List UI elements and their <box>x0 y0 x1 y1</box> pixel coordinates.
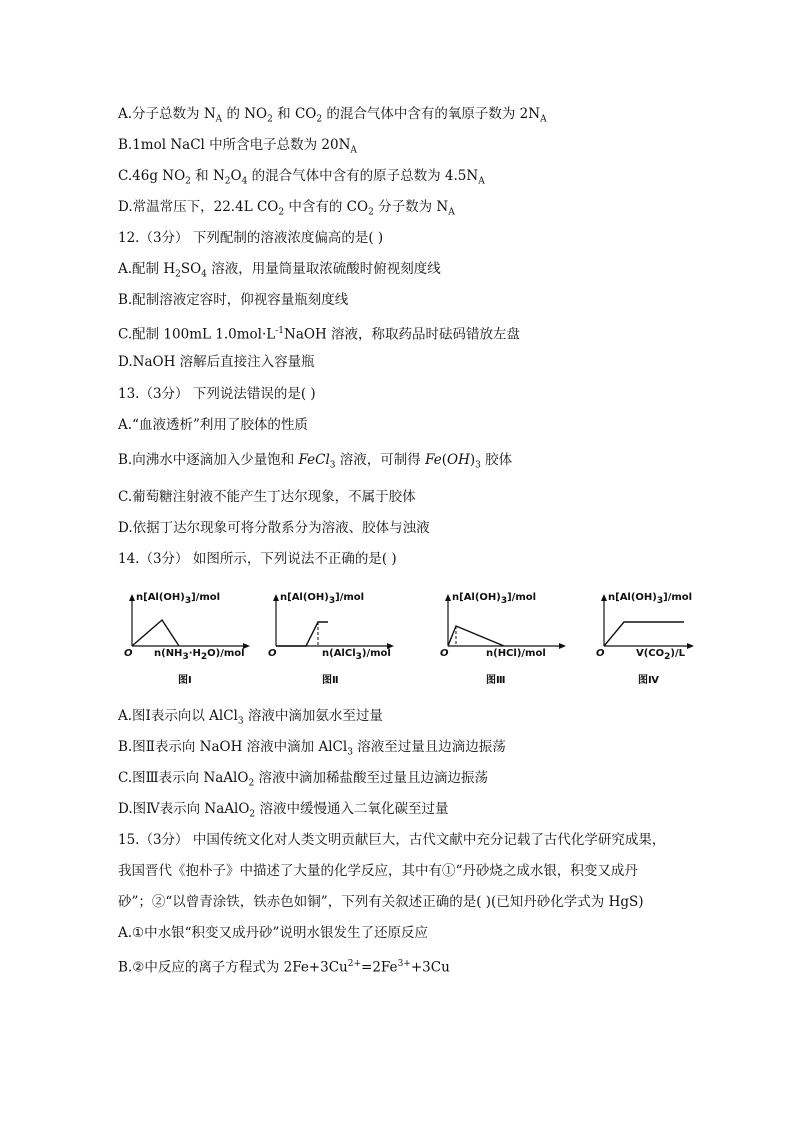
graph-2-caption: 图Ⅱ <box>322 675 339 686</box>
graph-4-ylabel: $n[Al(OH)_3]$/mol <box>608 592 693 606</box>
q14-option-b: B.图Ⅱ表示向 NaOH 溶液中滴加 AlCl$_3$ 溶液至过量且边滴边振荡 <box>118 739 506 758</box>
q11-option-b: B.1mol NaCl 中所含电子总数为 $20N_A$ <box>118 137 357 156</box>
graph-4-curve <box>604 622 684 646</box>
graph-1-origin: O <box>124 648 133 659</box>
q14-option-d: D.图Ⅳ表示向 NaAlO$_2$ 溶液中缓慢通入二氧化碳至过量 <box>118 801 449 820</box>
graph-2-curve <box>276 622 328 646</box>
q15-option-b: B.②中反应的离子方程式为 $2Fe+3Cu^{2+}=2Fe^{3+}+3Cu$ <box>118 959 450 976</box>
q15-stem-line-2: 我国晋代《抱朴子》中描述了大量的化学反应，其中有①“丹砂烧之成水银，积变又成丹 <box>118 863 638 879</box>
graph-1-y-arrow <box>129 594 135 601</box>
graph-1-caption: 图Ⅰ <box>178 675 192 686</box>
graph-2-ylabel: $n[Al(OH)_3]$/mol <box>280 592 365 606</box>
q11-option-d: D.常温常压下，22.4L $CO_2$ 中含有的 $CO_2$ 分子数为 $N_A$ <box>118 199 455 218</box>
graph-3-origin: O <box>440 648 449 659</box>
q15-option-a: A.①中水银“积变又成丹砂”说明水银发生了还原反应 <box>118 925 428 941</box>
graph-4-y-arrow <box>601 594 607 601</box>
graph-1-xlabel: $n(NH_3\cdot H_2O)$/mol <box>154 648 245 662</box>
graph-4-x-arrow <box>687 643 694 649</box>
q12-option-d: D.NaOH 溶解后直接注入容量瓶 <box>118 354 315 370</box>
graph-1-curve <box>132 620 179 646</box>
graph-4-origin: O <box>596 648 605 659</box>
graph-3 <box>440 588 570 688</box>
graph-1-ylabel: $n[Al(OH)_3]$/mol <box>136 592 221 606</box>
graph-2-xlabel: n(AlCl$_3$)/mol <box>322 648 391 662</box>
q13-option-a: A.“血液透析”利用了胶体的性质 <box>118 417 308 433</box>
q15-stem-line-1: 15.（3分） 中国传统文化对人类文明贡献巨大，古代文献中充分记载了古代化学研究成果， <box>118 832 666 848</box>
graph-3-x-arrow <box>559 643 566 649</box>
q13-option-d: D.依据丁达尔现象可将分散系分为溶液、胶体与浊液 <box>118 520 430 536</box>
graph-3-xlabel: n(HCl)/mol <box>486 648 546 659</box>
q12-option-b: B.配制溶液定容时，仰视容量瓶刻度线 <box>118 292 349 308</box>
q15-stem-line-3: 砂”；②“以曾青涂铁，铁赤色如铜”，下列有关叙述正确的是( )(已知丹砂化学式为 HgS) <box>118 894 644 910</box>
graph-4-caption: 图Ⅳ <box>638 675 659 686</box>
q13-stem: 13.（3分） 下列说法错误的是( ) <box>118 386 316 402</box>
q11-option-c: C.46g $NO_2$ 和 $N_2O_4$ 的混合气体中含有的原子总数为 $4.5N_A$ <box>118 168 485 187</box>
graph-2-y-arrow <box>273 594 279 601</box>
graph-1 <box>124 588 254 688</box>
q12-stem: 12.（3分） 下列配制的溶液浓度偏高的是( ) <box>118 230 384 246</box>
q13-option-c: C.葡萄糖注射液不能产生丁达尔现象，不属于胶体 <box>118 489 416 505</box>
graph-3-y-arrow <box>445 594 451 601</box>
q14-option-a: A.图Ⅰ表示向以 AlCl$_3$ 溶液中滴加氨水至过量 <box>118 708 383 727</box>
q14-graphs <box>118 588 698 688</box>
graph-4-xlabel: $V(CO_2)/L$ <box>636 648 686 662</box>
q13-option-b: B.向沸水中逐滴加入少量饱和 FeCl$_3$ 溶液，可制得 $Fe(OH)_3$ 胶体 <box>118 452 513 471</box>
q12-option-a: A.配制 $H_2SO_4$ 溶液，用量筒量取浓硫酸时俯视刻度线 <box>118 261 441 280</box>
graph-2-origin: O <box>268 648 277 659</box>
graph-3-caption: 图Ⅲ <box>486 675 506 686</box>
graph-2 <box>268 588 398 688</box>
q11-option-a: A.分子总数为 $N_A$ 的 $NO_2$ 和 $CO_2$ 的混合气体中含有的氧原子数为 $2N_A$ <box>118 106 547 125</box>
q14-option-c: C.图Ⅲ表示向 NaAlO$_2$ 溶液中滴加稀盐酸至过量且边滴边振荡 <box>118 770 488 789</box>
q14-stem: 14.（3分） 如图所示，下列说法不正确的是( ) <box>118 551 397 567</box>
q12-option-c: C.配制 100mL $1.0mol\cdot L^{-1}NaOH$ 溶液，称取药品时砝码错放左盘 <box>118 326 521 343</box>
graph-4 <box>596 588 726 688</box>
graph-3-ylabel: $n[Al(OH)_3]$/mol <box>452 592 537 606</box>
